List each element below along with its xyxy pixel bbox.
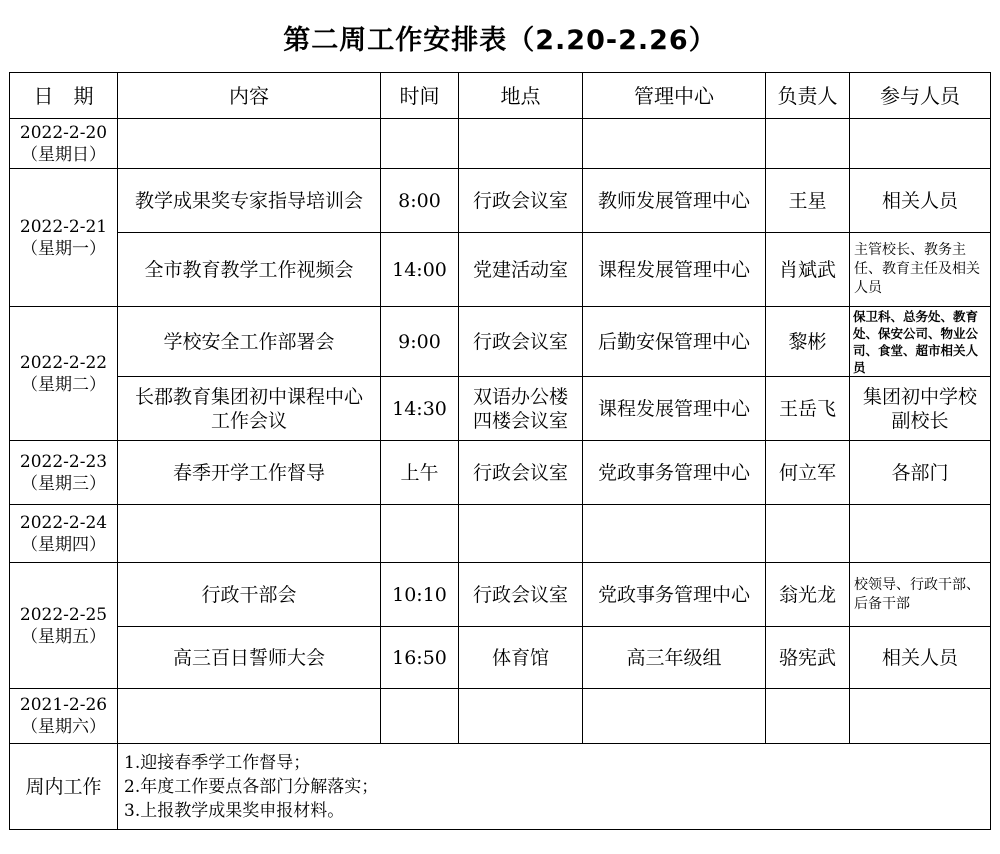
weekly-item: 3.上报教学成果奖申报材料。 <box>124 800 345 821</box>
header-owner: 负责人 <box>766 73 850 119</box>
place-cell: 体育馆 <box>459 627 583 689</box>
content-cell: 行政干部会 <box>118 563 381 627</box>
table-row <box>10 377 991 441</box>
weekly-item: 1.迎接春季学工作督导； <box>124 752 311 773</box>
time-cell: 10:10 <box>381 563 459 627</box>
place-cell: 行政会议室 <box>459 563 583 627</box>
table-row <box>10 627 991 689</box>
content-cell: 全市教育教学工作视频会 <box>118 233 381 307</box>
content-cell: 教学成果奖专家指导培训会 <box>118 169 381 233</box>
owner-cell: 骆宪武 <box>766 627 850 689</box>
content-cell: 春季开学工作督导 <box>118 441 381 505</box>
table-row <box>10 505 991 563</box>
center-cell: 教师发展管理中心 <box>583 169 766 233</box>
center-cell: 党政事务管理中心 <box>583 441 766 505</box>
date-cell <box>10 119 118 169</box>
time-cell: 14:00 <box>381 233 459 307</box>
date-text: 2022-2-24 <box>19 512 108 533</box>
participants-cell: 相关人员 <box>850 169 991 233</box>
participants-cell: 校领导、行政干部、后备干部 <box>850 563 991 627</box>
header-content: 内容 <box>118 73 381 119</box>
center-cell: 课程发展管理中心 <box>583 233 766 307</box>
date-cell <box>10 441 118 505</box>
place-cell <box>459 377 583 441</box>
owner-cell: 何立军 <box>766 441 850 505</box>
participants-cell <box>850 377 991 441</box>
header-place: 地点 <box>459 73 583 119</box>
date-text: 2021-2-26 <box>19 695 108 715</box>
place-line: 四楼会议室 <box>472 409 568 432</box>
owner-cell: 黎彬 <box>766 307 850 377</box>
table-row <box>10 233 991 307</box>
weekly-row <box>10 744 991 830</box>
header-date: 日 期 <box>10 73 118 119</box>
participants-cell: 保卫科、总务处、教育处、保安公司、物业公司、食堂、超市相关人员 <box>850 307 991 377</box>
table-row <box>10 307 991 377</box>
weekly-item: 2.年度工作要点各部门分解落实； <box>124 776 379 797</box>
participants-line: 集团初中学校 <box>862 385 977 408</box>
date-text: 2022-2-20 <box>19 122 108 143</box>
content-line: 长郡教育集团初中课程中心 <box>134 385 363 408</box>
weekly-label: 周内工作 <box>10 744 118 830</box>
owner-cell: 王星 <box>766 169 850 233</box>
participants-cell: 各部门 <box>850 441 991 505</box>
time-cell: 上午 <box>381 441 459 505</box>
page-title: 第二周工作安排表（2.20-2.26） <box>283 25 717 56</box>
time-cell: 14:30 <box>381 377 459 441</box>
place-line: 双语办公楼 <box>472 385 568 408</box>
header-row <box>10 73 991 119</box>
time-cell: 16:50 <box>381 627 459 689</box>
weekday-text: （星期四） <box>21 534 106 555</box>
date-text: 2022-2-25 <box>19 604 108 625</box>
date-text: 2022-2-23 <box>19 451 108 472</box>
place-cell: 行政会议室 <box>459 307 583 377</box>
table-row <box>10 689 991 744</box>
date-text: 2022-2-21 <box>19 216 108 237</box>
owner-cell: 王岳飞 <box>766 377 850 441</box>
center-cell: 高三年级组 <box>583 627 766 689</box>
weekday-text: （星期五） <box>21 626 106 647</box>
participants-line: 副校长 <box>891 409 949 432</box>
date-cell <box>10 307 118 441</box>
time-cell: 8:00 <box>381 169 459 233</box>
weekday-text: （星期六） <box>21 717 106 737</box>
content-cell: 学校安全工作部署会 <box>118 307 381 377</box>
weekday-text: （星期三） <box>21 473 106 494</box>
place-cell: 行政会议室 <box>459 441 583 505</box>
table-row <box>10 119 991 169</box>
participants-cell: 相关人员 <box>850 627 991 689</box>
center-cell: 后勤安保管理中心 <box>583 307 766 377</box>
participants-cell: 主管校长、教务主任、教育主任及相关人员 <box>850 233 991 307</box>
date-cell <box>10 563 118 689</box>
date-cell <box>10 505 118 563</box>
date-cell <box>10 689 118 744</box>
date-cell <box>10 169 118 307</box>
content-cell: 高三百日誓师大会 <box>118 627 381 689</box>
place-cell: 行政会议室 <box>459 169 583 233</box>
date-text: 2022-2-22 <box>19 352 108 373</box>
content-cell <box>118 377 381 441</box>
weekday-text: （星期一） <box>21 238 106 259</box>
header-participants: 参与人员 <box>850 73 991 119</box>
table-row <box>10 563 991 627</box>
center-cell: 课程发展管理中心 <box>583 377 766 441</box>
header-center: 管理中心 <box>583 73 766 119</box>
center-cell: 党政事务管理中心 <box>583 563 766 627</box>
schedule-table <box>9 72 991 830</box>
content-line: 工作会议 <box>210 409 287 432</box>
header-time: 时间 <box>381 73 459 119</box>
owner-cell: 翁光龙 <box>766 563 850 627</box>
table-row <box>10 441 991 505</box>
time-cell: 9:00 <box>381 307 459 377</box>
weekday-text: （星期二） <box>21 374 106 395</box>
place-cell: 党建活动室 <box>459 233 583 307</box>
weekday-text: （星期日） <box>21 144 106 165</box>
weekly-items <box>118 744 991 830</box>
owner-cell: 肖斌武 <box>766 233 850 307</box>
table-row <box>10 169 991 233</box>
